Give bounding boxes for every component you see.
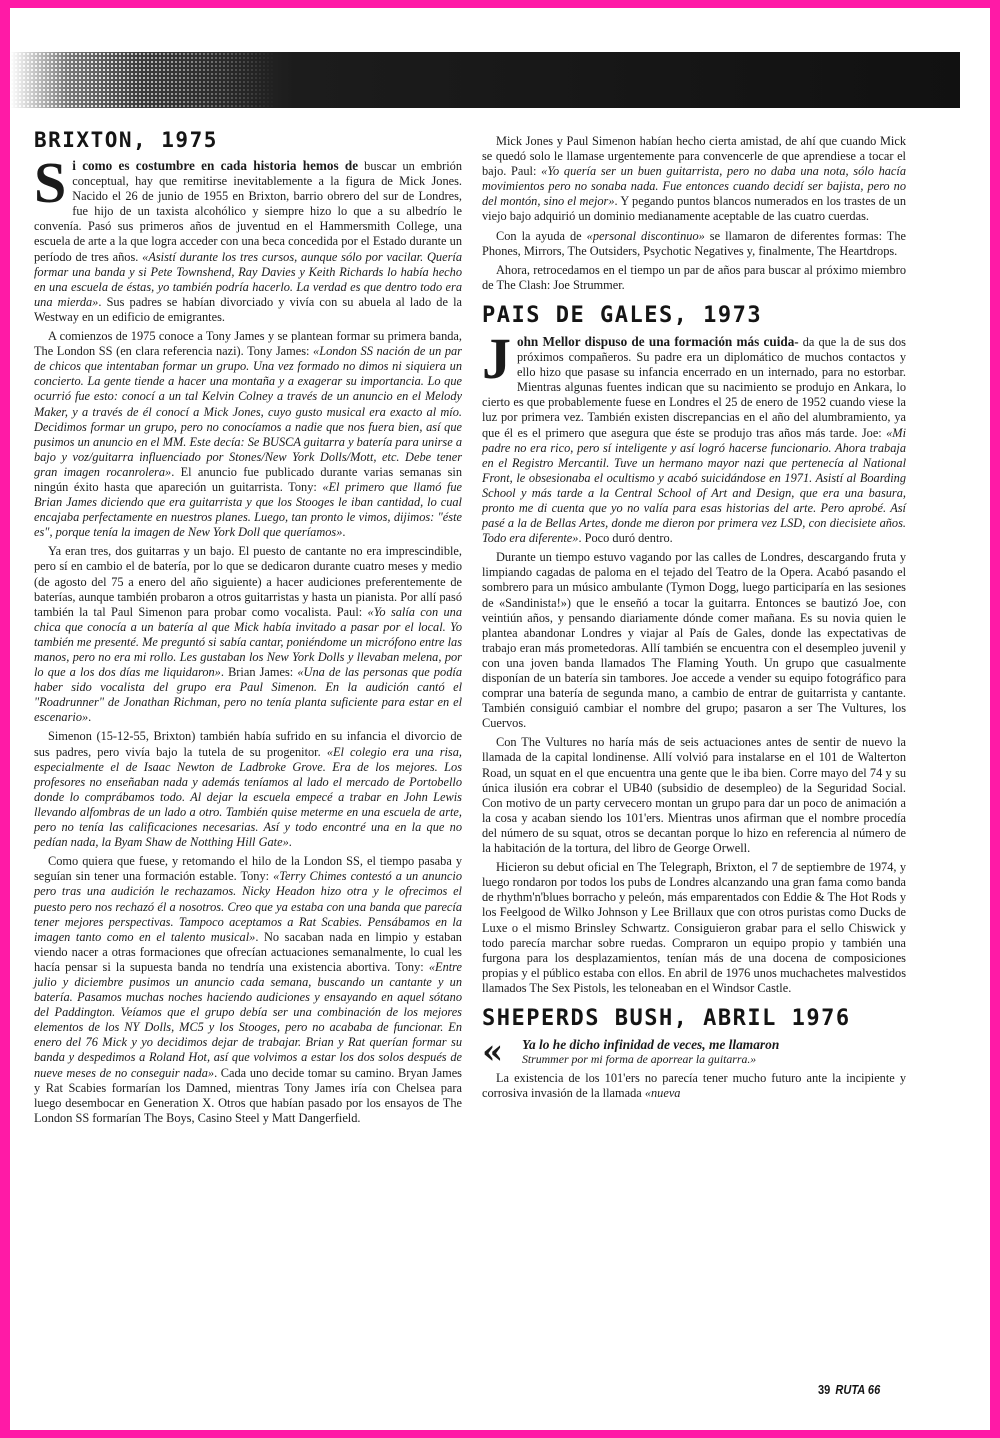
paragraph: Ahora, retrocedamos en el tiempo un par de años para buscar al próximo miembro de The Clash: Joe Strummer. bbox=[482, 262, 906, 292]
section-heading-brixton: BRIXTON, 1975 bbox=[34, 128, 218, 152]
paragraph: Si como es costumbre en cada historia hemos de buscar un embrión conceptual, hay que remitirse inevitablemente a la figura de Mick Jones. Nacido el 26 de junio de 1955 en Brixton, barrio obrero del sur de Londres, fue hijo de un taxista alcohólico y siempre hizo lo que a su albedrío le convenía. Pasó sus primeros años de juventud en el Hammersmith College, una escuela de arte a la que logra acceder con una beca concedida por el Estado durante un período de tres años. «Asistí durante los tres cursos, aunque sólo por vacilar. Quería formar una banda y si Pete Townshend, Ray Davies y Keith Richards lo había hecho en una escuela de éstas, yo también podría hacerlo. La verdad es que dentro todo era una mierda». Sus padres se habían divorciado y vivía con su abuela al lado de la Westway en un edificio de emigrantes. bbox=[34, 150, 462, 324]
section-heading-gales: PAIS DE GALES, 1973 bbox=[482, 302, 763, 328]
drop-cap: J bbox=[482, 325, 511, 391]
page-number: 39 bbox=[818, 1382, 831, 1397]
quote-mark-icon: « bbox=[482, 1031, 504, 1072]
paragraph: Con la ayuda de «personal discontinuo» se llamaron de diferentes formas: The Phones, Mirrors, The Outsiders, Psychotic Negatives y, finalmente, The Heartdrops. bbox=[482, 228, 906, 258]
paragraph: John Mellor dispuso de una formación más cuida- da que la de sus dos próximos compañeros. Su padre era un diplomático de muchos contactos y ello hizo que pasase su infancia encerrado en un internado, para no estorbar. Mientras algunas fuentes indican que su nacimiento se produjo en Ankara, lo cierto es que probablemente fuese en Londres el 25 de enero de 1952 cuando viese la luz por primera vez. También existen discrepancias en el año del alumbramiento, ya que él es el primero que asegura que éste se produjo tras años más tarde. Joe: «Mi padre no era rico, pero sí inteligente y así logró hacerse funcionario. Ahora trabaja en el Registro Mercantil. Tuve un hermano mayor nazi que pertenecía al National Front, le obsesionaba el ocultismo y acabó suicidándose en 1971. Asistí al Boarding School y más tarde a la Central School of Art and Design, que era una basura, pronto me di cuenta que yo no valía para esas historias del arte. Pero aprobé. Así pasé a la de Bellas Artes, donde me dieron por primera vez LSD, con diecisiete años. Todo era diferente». Poco duró dentro. bbox=[482, 325, 906, 546]
paragraph: Hicieron su debut oficial en The Telegraph, Brixton, el 7 de septiembre de 1974, y luego rondaron por todos los pubs de Londres alcanzando una gran fama como banda de rhythm'n'blues borracho y peleón, más emparentados con Eddie & The Hot Rods y los Feelgood de Wilko Johnson y Lee Brillaux que con otros puristas como Ducks de Luxe o el mismo Brinsley Schwartz. Consiguieron grabar para el sello Chiswick y todo parecía marchar sobre ruedas. Compraron un equipo propio y también una furgona para los desplazamientos, tenían más de una docena de composiciones propias y el público estaba con ellos. En abril de 1976 unos muchachetes malvestidos llamados The Sex Pistols, les teloneaban en el Windsor Castle. bbox=[482, 860, 906, 995]
section-heading-sheperds: SHEPERDS BUSH, ABRIL 1976 bbox=[482, 1005, 851, 1031]
magazine-page bbox=[10, 8, 990, 1430]
right-column bbox=[482, 134, 906, 1105]
pull-quote bbox=[482, 1031, 906, 1072]
paragraph: Con The Vultures no haría más de seis actuaciones antes de sentir de nuevo la llamada de la capital londinense. Allí volvió para instalarse en el 101 de Walterton Road, un squat en el que encuentra una gente que le iba bien. Corre mayo del 74 y su única ilusión era cobrar el UB40 (subsidio de desempleo) de la Seguridad Social. Con motivo de un party cervecero montan un grupo para dar un poco de animación a la cosa y acaban siendo los 101'ers. Mientras unos afirman que el nombre procedía del número de su squat, otros se decantan porque lo hizo en referencia al número de la habitación de la tortura, del libro de George Orwell. bbox=[482, 735, 906, 856]
paragraph: A comienzos de 1975 conoce a Tony James y se plantean formar su primera banda, The London SS (en clara referencia nazi). Tony James: «London SS nación de un par de chicos que intentaban formar un grupo. Una vez formado no dimos ni siquiera un concierto. La gente tiende a hacer una montaña y a exagerar su importancia. Lo que ocurrió fue esto: conocí a un tal Kelvin Colney a través de un anuncio en el Melody Maker, y a través de él conocí a Mick Jones, cuyo gusto musical era exacto al mío. Decidimos formar un grupo, pero no conocíamos a nadie que nos fuera bien, así que pusimos un anuncio en el MM. Este decía: Se BUSCA guitarra y batería para unirse a bajo y voz/guitarra influenciado por Stones/New York Dolls/Mott, etc. Debe tener gran imagen rocanrolera». El anuncio fue publicado durante varias semanas sin ningún éxito hasta que apareción un guitarrista. Tony: «El primero que llamó fue Brian James diciendo que era guitarrista y que los Stooges le iban cantidad, lo cual encajaba perfectamente en nuestros planes. Luego, tan pronto le vimos, dijimos: "éste es", porque tenía la imagen de New York Doll que queríamos». bbox=[34, 329, 462, 540]
pull-quote-subtext: Strummer por mi forma de aporrear la guitarra.» bbox=[522, 1051, 757, 1066]
page-footer bbox=[818, 1382, 880, 1397]
paragraph: Mick Jones y Paul Simenon habían hecho cierta amistad, de ahí que cuando Mick se quedó solo le llamase urgentemente para convencerle de que aprendiese a tocar el bajo. Paul: «Yo quería ser un buen guitarrista, pero no daba una nota, sólo hacía movimientos pero no sonaba nada. Fue entonces cuando decidí ser bajista, pero no del montón, sino el mejor». Y pegando puntos blancos numerados en los trastes de un viejo bajo adquirió un dominio medianamente aceptable de las cuatro cuerdas. bbox=[482, 134, 906, 224]
pull-quote-text: Ya lo he dicho infinidad de veces, me llamaron bbox=[522, 1036, 780, 1052]
magazine-name: RUTA 66 bbox=[835, 1382, 881, 1397]
paragraph: Ya eran tres, dos guitarras y un bajo. El puesto de cantante no era imprescindible, pero sí en cambio el de batería, por lo que se dedicaron durante cuatro meses y medio (de agosto del 75 a enero del año siguiente) a hacer audiciones preferentemente de baterías, aunque también probaron a otros guitarristas y hasta un pianista. Por allí pasó también la tal Paul Simenon para probar como vocalista. Paul: «Yo salía con una chica que conocía a un batería al que Mick había invitado a pasar por el local. Yo también me presenté. Me preguntó si sabía cantar, poniéndome un micrófono entre las manos, pero no era mi rollo. Les gustaban los New York Dolls y llevaban melena, por lo que a los dos días me liquidaron». Brian James: «Una de las personas que podía haber sido vocalista del grupo era Paul Simenon. En la audición cantó el "Roadrunner" de Jonathan Richman, pero no tenía planta suficiente para estar en el escenario». bbox=[34, 544, 462, 725]
halftone-banner bbox=[10, 52, 960, 108]
paragraph: Durante un tiempo estuvo vagando por las calles de Londres, descargando fruta y limpiando cagadas de paloma en el tejado del Teatro de la Opera. Acabó pasando el sombrero para un músico ambulante (Tymon Dogg, luego participaría en las sesiones de «Sandinista!») que le enseñó a tocar la guitarra. Entonces se bautizó Joe, con veintiún años, y pensando diariamente dónde comer mañana. Es su novia quien le plantea abandonar Londres y viajar al País de Gales, donde las expectativas de trabajo eran más prometedoras. Allí también se encuentra con el desempleo juvenil y con una joven banda llamados The Flaming Youth. Un grupo que casualmente disponían de un batería sin tambores. Joe accede a vender su equipo fotográfico para comprar una batería de segunda mano, a cambio de entrar de guitarrista y cantante. También consiguió cambiar el nombre del grupo; pasaron a ser The Vultures, los Cuervos. bbox=[482, 550, 906, 731]
lead-text: ohn Mellor dispuso de una formación más cuida- bbox=[517, 333, 799, 349]
left-column bbox=[34, 128, 462, 1130]
paragraph: Simenon (15-12-55, Brixton) también había sufrido en su infancia el divorcio de sus padres, pero vivía bajo la tutela de su progenitor. «El colegio era una risa, especialmente el de Isaac Newton de Ladbroke Grove. Era de los mejores. Los profesores no enseñaban nada y además teníamos al lado el mercado de Portobello donde lo comprábamos todo. Al dejar la escuela empecé a trabar en John Lewis llevando alfombras de un lado a otro. También quise meterme en una escuela de arte, pero no tenía las calificaciones necesarias. Así y todo encontré una en la que no pedían nada, la Byam Shaw de Notthing Hill Gate». bbox=[34, 729, 462, 850]
lead-text: i como es costumbre en cada historia hemos de bbox=[72, 158, 359, 173]
paragraph: Como quiera que fuese, y retomando el hilo de la London SS, el tiempo pasaba y seguían sin tener una formación estable. Tony: «Terry Chimes contestó a un anuncio pero tras una audición le rechazamos. Nicky Headon hizo otra y le ofrecimos el puesto pero nos rechazó él a nosotros. Creo que ya estaba con una banda que parecía tener mejores perspectivas. Tampoco aceptamos a Rat Scabies. Pensábamos en la imagen tanto como en el talento musical». No sacaban nada en limpio y estaban viendo nacer a otras formaciones que ofrecían actuaciones semanalmente, lo cual les hacía pensar si la supuesta banda no tendría una existencia abortiva. Tony: «Entre julio y diciembre pusimos un anuncio cada semana, buscando un cantante y un batería. Pasamos muchas noches haciendo audiciones y ensayando en aquel sótano del Paddington. Veíamos que el grupo debía ser una combinación de los mejores elementos de los NY Dolls, MC5 y los Stooges, pero no acababa de funcionar. En enero del 76 Mick y yo decidimos dejar de trabajar. Brian y Rat querían formar su banda y despedimos a Roland Hot, así que volvimos a estar los dos solos después de nueve meses de no conseguir nada». Cada uno decide tomar su camino. Bryan James y Rat Scabies formarían los Damned, mientras Tony James iría con Chelsea para luego desembocar en Generation X. Otros que habían pasado por los ensayos de The London SS formarían The Boys, Casino Steel y Matt Dangerfield. bbox=[34, 854, 462, 1125]
paragraph: La existencia de los 101'ers no parecía tener mucho futuro ante la incipiente y corrosiva invasión de la llamada «nueva bbox=[482, 1070, 906, 1101]
drop-cap: S bbox=[34, 150, 67, 215]
